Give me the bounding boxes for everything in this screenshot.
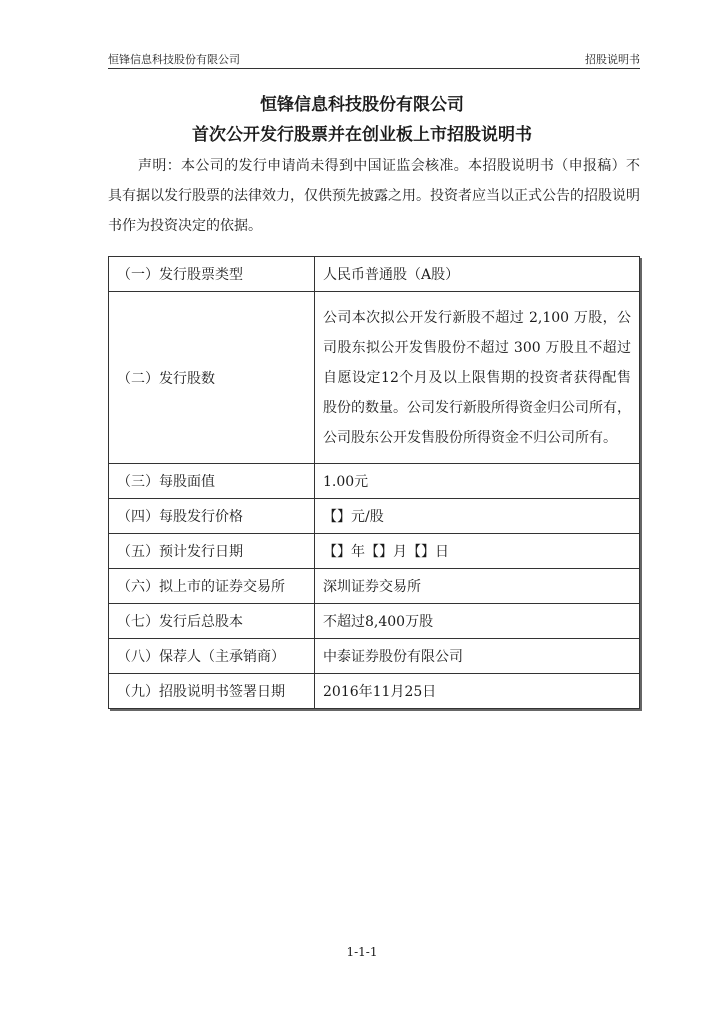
table-row: [109, 639, 640, 674]
row-value: 【】元/股: [315, 499, 640, 534]
header-company-name: 恒锋信息科技股份有限公司: [108, 53, 240, 66]
row-label: （六）拟上市的证券交易所: [109, 569, 315, 604]
row-value: 公司本次拟公开发行新股不超过 2,100 万股，公司股东拟公开发售股份不超过 300 万股且不超过自愿设定12个月及以上限售期的投资者获得配售股份的数量。公司发行新股所得资金归公司所有，公司股东公开发售股份所得资金不归公司所有。: [315, 292, 640, 464]
table-row: [109, 464, 640, 499]
table-row: [109, 499, 640, 534]
row-value: 【】年【】月【】日: [315, 534, 640, 569]
running-header: [108, 50, 640, 69]
row-label: （七）发行后总股本: [109, 604, 315, 639]
row-label: （三）每股面值: [109, 464, 315, 499]
table-row: [109, 674, 640, 709]
row-label: （一）发行股票类型: [109, 257, 315, 292]
row-label: （九）招股说明书签署日期: [109, 674, 315, 709]
row-value: 不超过8,400万股: [315, 604, 640, 639]
row-label: （五）预计发行日期: [109, 534, 315, 569]
document-title-company: 恒锋信息科技股份有限公司: [260, 95, 464, 115]
table-row: [109, 534, 640, 569]
row-value: 中泰证券股份有限公司: [315, 639, 640, 674]
disclaimer-notice: 声明：本公司的发行申请尚未得到中国证监会核准。本招股说明书（申报稿）不具有据以发行股票的法律效力，仅供预先披露之用。投资者应当以正式公告的招股说明书作为投资决定的依据。: [108, 158, 640, 234]
row-label: （八）保荐人（主承销商）: [109, 639, 315, 674]
table-row: [109, 257, 640, 292]
row-label: （二）发行股数: [109, 292, 315, 464]
row-value: 人民币普通股（A股）: [315, 257, 640, 292]
row-label: （四）每股发行价格: [109, 499, 315, 534]
table-row: [109, 569, 640, 604]
header-document-type: 招股说明书: [585, 53, 640, 66]
table-row: [109, 604, 640, 639]
document-title-main: 首次公开发行股票并在创业板上市招股说明书: [192, 125, 532, 145]
table-row: [109, 292, 640, 464]
page-number: 1-1-1: [346, 945, 378, 959]
offering-info-table: [108, 256, 640, 709]
row-value: 深圳证券交易所: [315, 569, 640, 604]
row-value: 2016年11月25日: [315, 674, 640, 709]
row-value: 1.00元: [315, 464, 640, 499]
